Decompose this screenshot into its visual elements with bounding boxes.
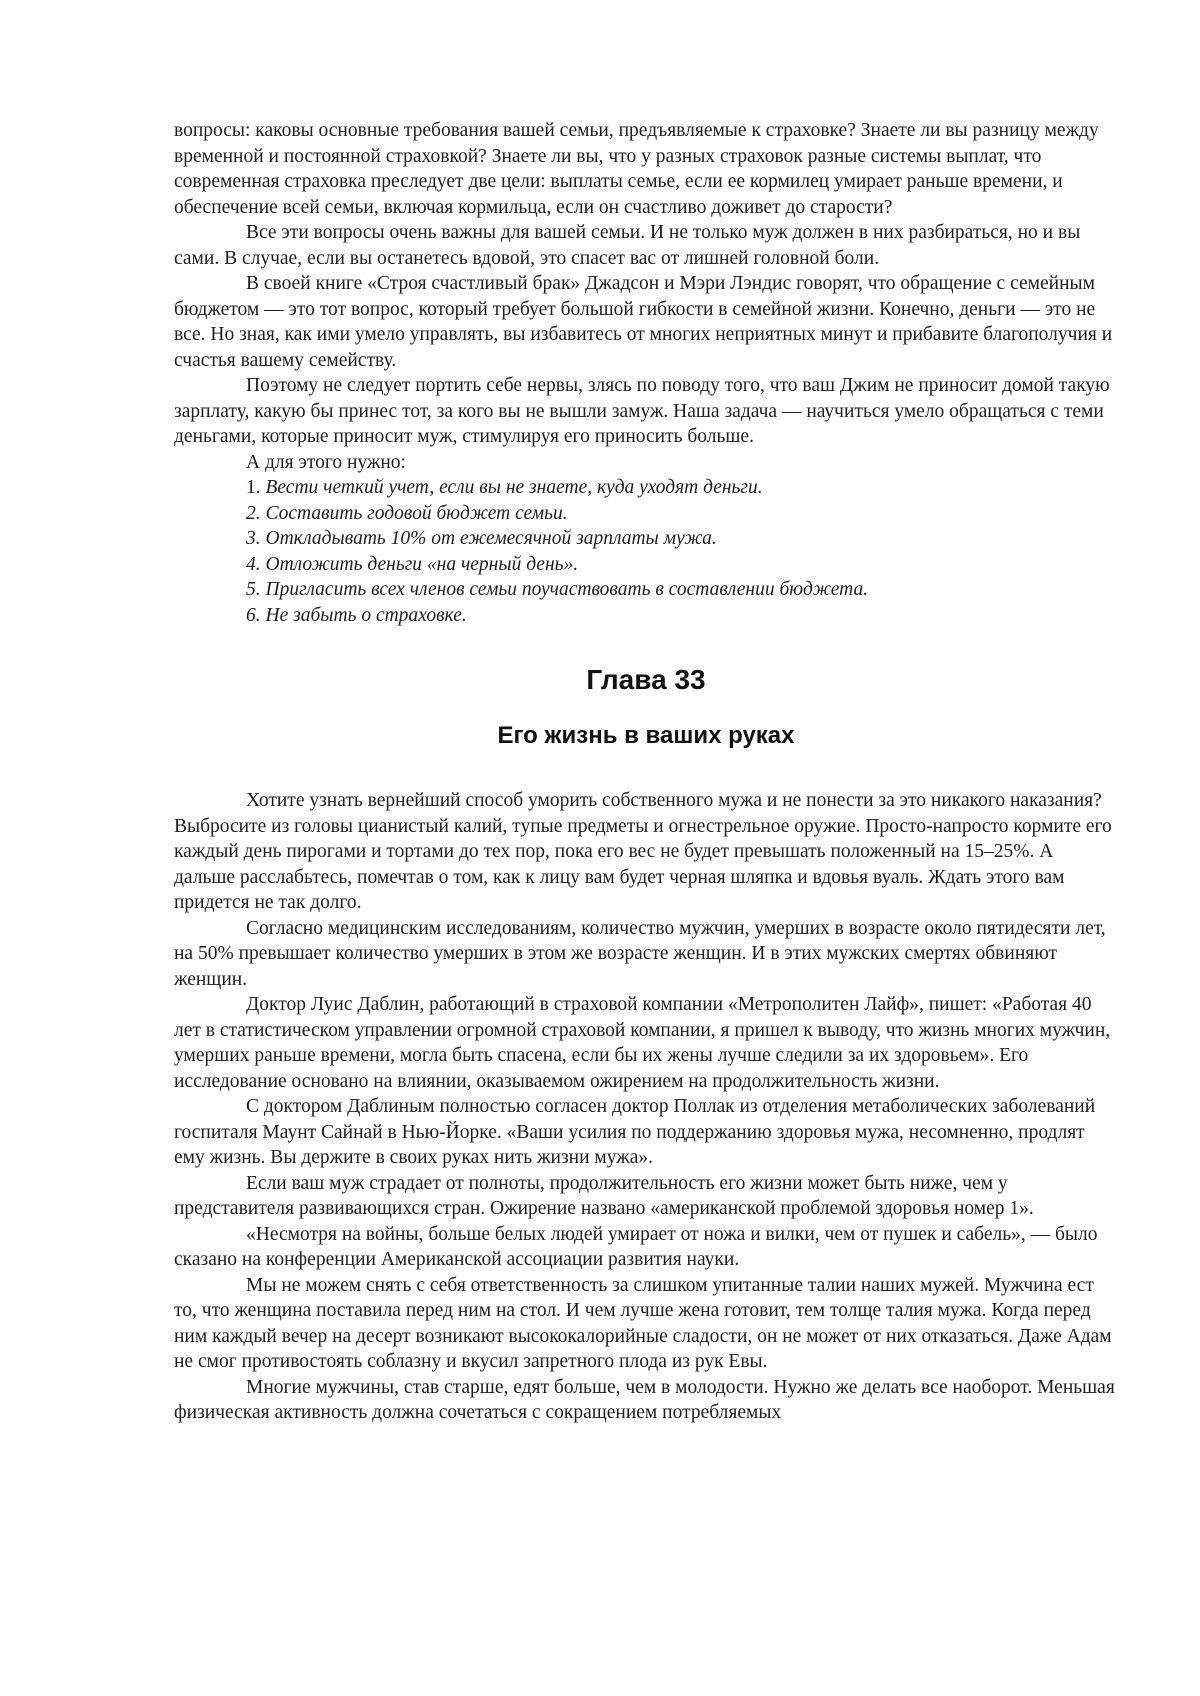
page-content — [174, 118, 1118, 1426]
paragraph: Доктор Луис Даблин, работающий в страховой компании «Метрополитен Лайф», пишет: «Работая 40 лет в статистическом управлении огромной страховой компании, я пришел к выводу, что жизнь многих мужчин, умерших раньше времени, могла быть спасена, если бы их жены лучше следили за их здоровьем». Его исследование основано на влиянии, оказываемом ожирением на продолжительность жизни. — [174, 994, 1111, 1092]
list-item-number: 5. — [246, 579, 266, 600]
paragraph: Поэтому не следует портить себе нервы, злясь по поводу того, что ваш Джим не приносит домой такую зарплату, какую бы принес тот, за кого вы не вышли замуж. Наша задача — научиться умело обращаться с теми деньгами, которые приносит муж, стимулируя его приносить больше. — [174, 375, 1110, 447]
list-item — [174, 603, 1118, 629]
list-item-text: Пригласить всех членов семьи поучаствовать в составлении бюджета. — [265, 579, 869, 600]
paragraph-continued: вопросы: каковы основные требования вашей семьи, предъявляемые к страховке? Знаете ли вы разницу между временной и постоянной страховкой? Знаете ли вы, что у разных страховок разные системы выплат, что современная страховка преследует две цели: выплаты семье, если ее кормилец умирает раньше времени, и обеспечение всей семьи, включая кормильца, если он счастливо доживет до старости? — [174, 120, 1099, 218]
list-item-number: 2. — [246, 502, 266, 524]
paragraph-continues: Многие мужчины, став старше, едят больше, чем в молодости. Нужно же делать все наоборот. Меньшая физическая активность должна сочетаться с сокращением потребляемых — [174, 1376, 1115, 1423]
list-item — [174, 552, 1118, 578]
list-item-text: Откладывать 10% от ежемесячной зарплаты мужа. — [265, 528, 717, 549]
chapter-number: Глава 33 — [586, 664, 706, 695]
paragraph: Мы не можем снять с себя ответственность за слишком упитанные талии наших мужей. Мужчина ест то, что женщина поставила перед ним на стол. И чем лучше жена готовит, тем толще талия мужа. Когда перед ним каждый вечер на десерт возникают высококалорийные сладости, он не может от них отказаться. Даже Адам не смог противостоять соблазну и вкусил запретного плода из рук Евы. — [174, 1274, 1112, 1372]
list-item-text: Не забыть о страховке. — [265, 604, 467, 626]
list-item-text: Вести четкий учет, если вы не знаете, куда уходят деньги. — [265, 477, 763, 498]
list-item-text: Составить годовой бюджет семьи. — [265, 502, 568, 524]
list-item — [174, 501, 1118, 527]
list-item-text: Отложить деньги «на черный день». — [265, 553, 579, 575]
list-item — [174, 475, 1118, 501]
paragraph: «Несмотря на войны, больше белых людей умирает от ножа и вилки, чем от пушек и сабель», — было сказано на конференции Американской ассоциации развития науки. — [174, 1223, 1098, 1270]
list-intro: А для этого нужно: — [246, 451, 406, 473]
paragraph: Все эти вопросы очень важны для вашей семьи. И не только муж должен в них разбираться, но и вы сами. В случае, если вы останетесь вдовой, это спасет вас от лишней головной боли. — [174, 222, 1081, 269]
paragraph: С доктором Даблиным полностью согласен доктор Поллак из отделения метаболических заболеваний госпиталя Маунт Сайнай в Нью-Йорке. «Ваши усилия по поддержанию здоровья мужа, несомненно, продлят ему жизнь. Вы держите в своих руках нить жизни мужа». — [174, 1096, 1096, 1168]
paragraph: Хотите узнать вернейший способ уморить собственного мужа и не понести за это никакого наказания? Выбросите из головы цианистый калий, тупые предметы и огнестрельное оружие. Просто-напросто кормите его каждый день пирогами и тортами до тех пор, пока его вес не будет превышать положенный на 15–25%. А дальше расслабьтесь, помечтав о том, как к лицу вам будет черная шляпка и вдовья вуаль. Ждать этого вам придется не так долго. — [174, 790, 1112, 913]
chapter-title: Его жизнь в ваших руках — [497, 722, 795, 749]
list-item-number: 3. — [246, 528, 266, 549]
list-item-number: 6. — [246, 604, 266, 626]
paragraph: Если ваш муж страдает от полноты, продолжительность его жизни может быть ниже, чем у представителя развивающихся стран. Ожирение названо «американской проблемой здоровья номер 1». — [174, 1172, 1034, 1219]
list-item — [174, 526, 1118, 552]
list-item-number: 1. — [246, 477, 266, 498]
list-item — [174, 577, 1118, 603]
paragraph: Согласно медицинским исследованиям, количество мужчин, умерших в возрасте около пятидесяти лет, на 50% превышает количество умерших в этом же возрасте женщин. И в этих мужских смертях обвиняют женщин. — [174, 917, 1106, 990]
list-item-number: 4. — [246, 553, 266, 575]
advice-list — [174, 475, 1118, 628]
paragraph: В своей книге «Строя счастливый брак» Джадсон и Мэри Лэндис говорят, что обращение с семейным бюджетом — это тот вопрос, который требует большой гибкости в семейной жизни. Конечно, деньги — это не все. Но зная, как ими умело управлять, вы избавитесь от многих неприятных минут и прибавите благополучия и счастья вашему семейству. — [174, 273, 1113, 371]
